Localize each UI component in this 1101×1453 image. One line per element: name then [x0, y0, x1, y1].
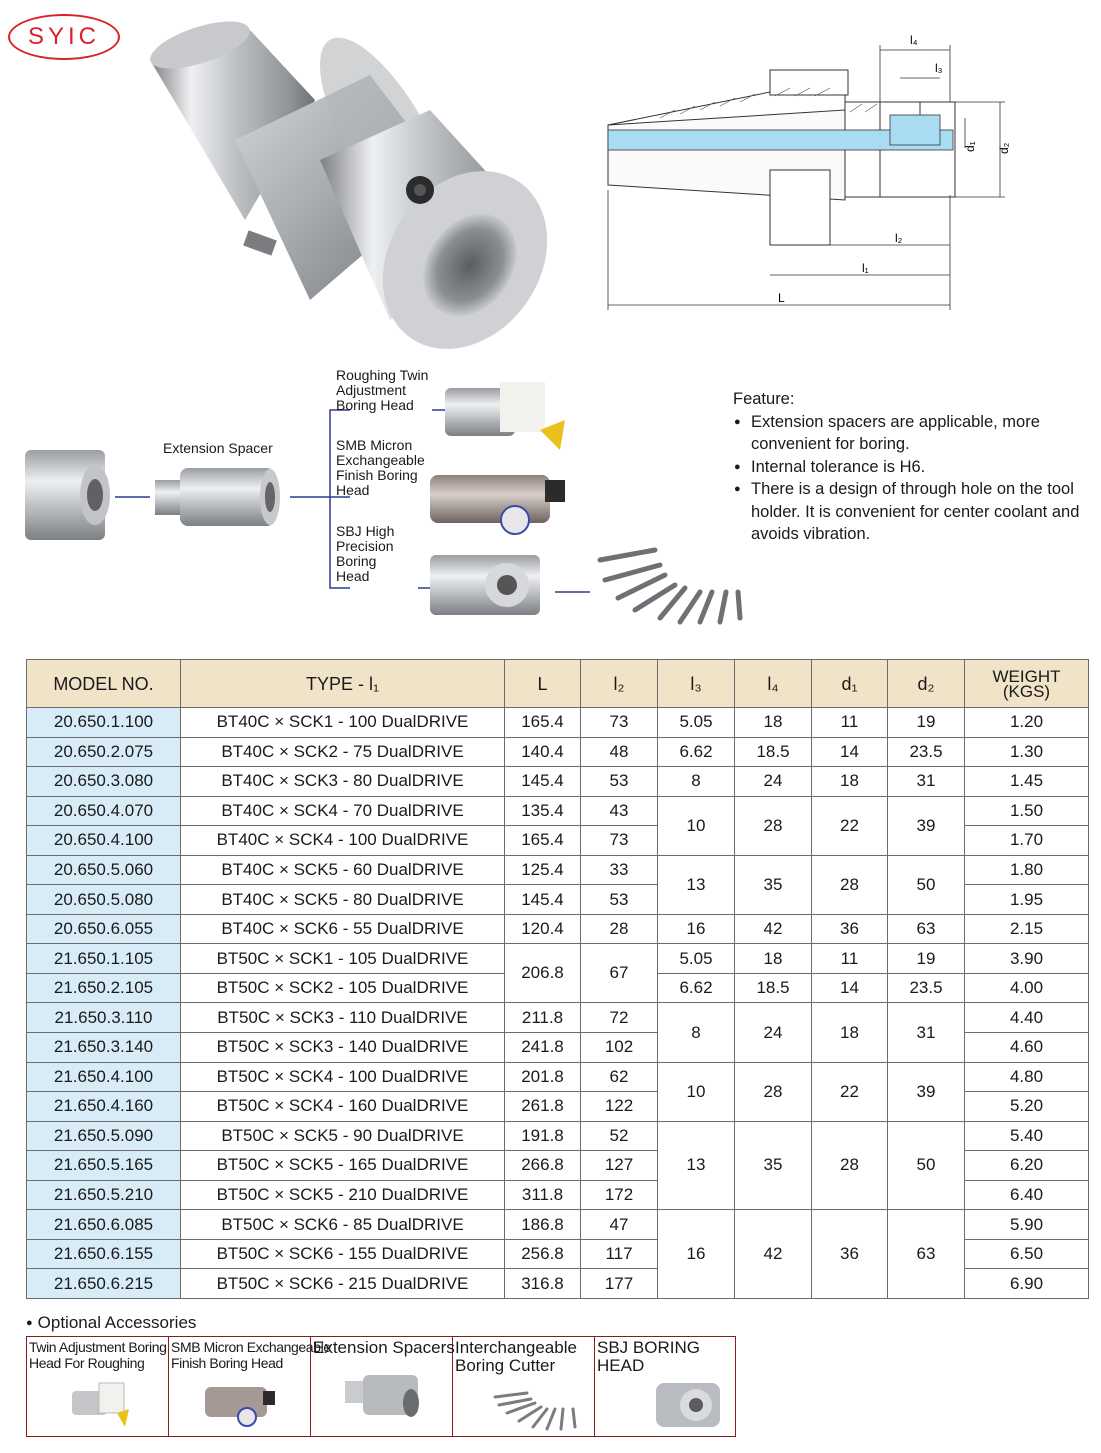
- feature-list: [733, 411, 1093, 546]
- cell-weight: 3.90: [965, 944, 1089, 974]
- cell-weight: 4.60: [965, 1033, 1089, 1063]
- cell-model: 21.650.1.105: [27, 944, 181, 974]
- dim-l3-label: l₃: [935, 61, 943, 75]
- cell-L: 186.8: [505, 1210, 581, 1240]
- cell-model: 21.650.3.110: [27, 1003, 181, 1033]
- cell-l4: 18: [735, 708, 812, 738]
- header-l2: l₂: [581, 660, 658, 708]
- cell-d1: 18: [812, 767, 888, 797]
- table-row: [27, 737, 1089, 767]
- cell-l4: 18: [735, 944, 812, 974]
- cell-l2: 73: [581, 708, 658, 738]
- cell-model: 20.650.2.075: [27, 737, 181, 767]
- cell-weight: 6.50: [965, 1239, 1089, 1269]
- boring-cutter-image: [491, 1389, 587, 1433]
- cell-l4: 24: [735, 1003, 812, 1062]
- cell-model: 20.650.3.080: [27, 767, 181, 797]
- cell-l4: 42: [735, 914, 812, 944]
- cell-L: 206.8: [505, 944, 581, 1003]
- cell-model: 21.650.4.100: [27, 1062, 181, 1092]
- smb-line-4: Head: [336, 482, 370, 498]
- cell-weight: 1.95: [965, 885, 1089, 915]
- cell-L: 211.8: [505, 1003, 581, 1033]
- cell-model: 21.650.6.085: [27, 1210, 181, 1240]
- cell-model: 21.650.2.105: [27, 973, 181, 1003]
- cell-l2: 47: [581, 1210, 658, 1240]
- accessories-title: ● Optional Accessories: [26, 1313, 196, 1333]
- cell-l2: 172: [581, 1180, 658, 1210]
- cell-d2: 50: [888, 855, 965, 914]
- cell-model: 20.650.1.100: [27, 708, 181, 738]
- smb-line-3: Finish Boring: [336, 467, 418, 483]
- cell-l2: 43: [581, 796, 658, 826]
- cell-l3: 6.62: [658, 973, 735, 1003]
- table-row: [27, 1062, 1089, 1092]
- cell-L: 311.8: [505, 1180, 581, 1210]
- cell-type: BT50C × SCK1 - 105 DualDRIVE: [181, 944, 505, 974]
- roughing-head-label: [336, 368, 428, 413]
- cell-d1: 14: [812, 973, 888, 1003]
- cell-d2: 23.5: [888, 973, 965, 1003]
- cell-l2: 53: [581, 885, 658, 915]
- accessory-smb-head: [169, 1337, 331, 1436]
- cell-weight: 1.50: [965, 796, 1089, 826]
- cell-d2: 50: [888, 1121, 965, 1210]
- accessory-label-line-1: Interchangeable: [455, 1338, 577, 1357]
- cell-model: 20.650.5.060: [27, 855, 181, 885]
- roughing-line-1: Roughing Twin: [336, 367, 429, 383]
- cell-model: 21.650.3.140: [27, 1033, 181, 1063]
- cell-weight: 2.15: [965, 914, 1089, 944]
- cell-d2: 31: [888, 767, 965, 797]
- cell-weight: 5.90: [965, 1210, 1089, 1240]
- cell-l2: 53: [581, 767, 658, 797]
- header-weight-line-2: (KGS): [1002, 681, 1051, 701]
- cell-d1: 22: [812, 796, 888, 855]
- cell-l3: 6.62: [658, 737, 735, 767]
- accessory-sbj-head: [595, 1337, 735, 1436]
- cell-L: 120.4: [505, 914, 581, 944]
- cell-l2: 67: [581, 944, 658, 1003]
- cell-L: 316.8: [505, 1269, 581, 1299]
- cell-l2: 72: [581, 1003, 658, 1033]
- cell-d2: 39: [888, 1062, 965, 1121]
- header-l3: l₃: [658, 660, 735, 708]
- cell-type: BT50C × SCK4 - 160 DualDRIVE: [181, 1092, 505, 1122]
- cell-type: BT50C × SCK4 - 100 DualDRIVE: [181, 1062, 505, 1092]
- dim-d2-label: d₂: [997, 142, 1011, 154]
- cell-L: 125.4: [505, 855, 581, 885]
- cell-model: 20.650.5.080: [27, 885, 181, 915]
- cell-d2: 19: [888, 708, 965, 738]
- cell-L: 191.8: [505, 1121, 581, 1151]
- cell-d1: 11: [812, 944, 888, 974]
- accessory-extension-spacers: [311, 1337, 453, 1436]
- cell-l3: 13: [658, 855, 735, 914]
- header-d2: d₂: [888, 660, 965, 708]
- technical-drawing: [600, 30, 1020, 320]
- cell-l4: 35: [735, 1121, 812, 1210]
- extension-spacer-label: Extension Spacer: [163, 440, 273, 456]
- cell-l3: 5.05: [658, 708, 735, 738]
- cell-l3: 10: [658, 796, 735, 855]
- accessory-label-line-1: Extension Spacers: [313, 1338, 455, 1357]
- roughing-line-3: Boring Head: [336, 397, 414, 413]
- cell-L: 140.4: [505, 737, 581, 767]
- cell-l2: 73: [581, 826, 658, 856]
- roughing-line-2: Adjustment: [336, 382, 407, 398]
- cell-type: BT50C × SCK3 - 140 DualDRIVE: [181, 1033, 505, 1063]
- cell-L: 201.8: [505, 1062, 581, 1092]
- accessory-roughing-head: [27, 1337, 169, 1436]
- cell-l4: 24: [735, 767, 812, 797]
- cell-weight: 1.80: [965, 855, 1089, 885]
- header-weight: [965, 660, 1089, 708]
- accessory-label-line-2: Boring Cutter: [455, 1356, 556, 1375]
- cell-l4: 42: [735, 1210, 812, 1299]
- cell-L: 261.8: [505, 1092, 581, 1122]
- cell-d1: 18: [812, 1003, 888, 1062]
- cell-type: BT40C × SCK5 - 80 DualDRIVE: [181, 885, 505, 915]
- cell-l2: 33: [581, 855, 658, 885]
- cell-type: BT50C × SCK5 - 90 DualDRIVE: [181, 1121, 505, 1151]
- cell-d2: 39: [888, 796, 965, 855]
- dim-l4-label: l₄: [910, 33, 918, 47]
- cell-model: 21.650.6.155: [27, 1239, 181, 1269]
- cell-type: BT40C × SCK1 - 100 DualDRIVE: [181, 708, 505, 738]
- cell-type: BT50C × SCK3 - 110 DualDRIVE: [181, 1003, 505, 1033]
- cell-type: BT50C × SCK6 - 155 DualDRIVE: [181, 1239, 505, 1269]
- cell-l3: 10: [658, 1062, 735, 1121]
- cell-l3: 8: [658, 1003, 735, 1062]
- sbj-line-3: Boring: [336, 553, 377, 569]
- feature-section: [733, 388, 1093, 546]
- dim-L-label: L: [778, 291, 785, 305]
- cell-weight: 4.80: [965, 1062, 1089, 1092]
- cell-weight: 5.20: [965, 1092, 1089, 1122]
- header-type: TYPE - l₁: [181, 660, 505, 708]
- cell-l2: 177: [581, 1269, 658, 1299]
- dim-l1-label: l₁: [862, 261, 869, 275]
- cell-type: BT40C × SCK3 - 80 DualDRIVE: [181, 767, 505, 797]
- cell-model: 21.650.4.160: [27, 1092, 181, 1122]
- table-row: [27, 944, 1089, 974]
- cell-weight: 4.00: [965, 973, 1089, 1003]
- sbj-line-4: Head: [336, 568, 370, 584]
- cell-type: BT50C × SCK6 - 85 DualDRIVE: [181, 1210, 505, 1240]
- cell-l2: 127: [581, 1151, 658, 1181]
- brand-logo: [8, 14, 120, 60]
- header-L: L: [505, 660, 581, 708]
- accessory-boring-cutter: [453, 1337, 595, 1436]
- cell-d2: 31: [888, 1003, 965, 1062]
- cell-model: 21.650.5.210: [27, 1180, 181, 1210]
- table-row: [27, 796, 1089, 826]
- table-row: [27, 1121, 1089, 1151]
- cell-d2: 19: [888, 944, 965, 974]
- cell-model: 20.650.6.055: [27, 914, 181, 944]
- cell-d2: 63: [888, 914, 965, 944]
- cell-L: 145.4: [505, 767, 581, 797]
- table-row: [27, 708, 1089, 738]
- cell-weight: 1.70: [965, 826, 1089, 856]
- cell-l4: 18.5: [735, 737, 812, 767]
- cell-weight: 1.20: [965, 708, 1089, 738]
- feature-item: ● Extension spacers are applicable, more convenient for boring.: [733, 411, 1093, 456]
- cell-l3: 13: [658, 1121, 735, 1210]
- smb-head-image: [201, 1375, 281, 1433]
- sbj-head-label: [336, 524, 394, 584]
- cell-weight: 1.30: [965, 737, 1089, 767]
- cell-weight: 1.45: [965, 767, 1089, 797]
- cell-type: BT50C × SCK2 - 105 DualDRIVE: [181, 973, 505, 1003]
- cell-type: BT40C × SCK4 - 100 DualDRIVE: [181, 826, 505, 856]
- accessories-strip: [26, 1336, 736, 1437]
- sbj-head-image: [650, 1373, 730, 1435]
- accessory-label: [455, 1339, 577, 1375]
- cell-weight: 4.40: [965, 1003, 1089, 1033]
- accessory-label-line-2: Head For Roughing: [29, 1355, 145, 1371]
- cell-l4: 28: [735, 1062, 812, 1121]
- header-l4: l₄: [735, 660, 812, 708]
- cell-l3: 16: [658, 914, 735, 944]
- header-d1: d₁: [812, 660, 888, 708]
- cell-l2: 117: [581, 1239, 658, 1269]
- table-row: [27, 767, 1089, 797]
- accessory-label-line-1: SMB Micron Exchangeable: [171, 1339, 331, 1355]
- cell-L: 165.4: [505, 826, 581, 856]
- header-model: MODEL NO.: [27, 660, 181, 708]
- cell-L: 165.4: [505, 708, 581, 738]
- cell-l2: 102: [581, 1033, 658, 1063]
- table-row: [27, 1210, 1089, 1240]
- smb-line-2: Exchangeable: [336, 452, 425, 468]
- accessory-label-line-2: Finish Boring Head: [171, 1355, 283, 1371]
- cell-d1: 22: [812, 1062, 888, 1121]
- table-row: [27, 914, 1089, 944]
- cell-L: 266.8: [505, 1151, 581, 1181]
- logo-text: SYIC: [27, 23, 100, 50]
- cell-model: 21.650.5.090: [27, 1121, 181, 1151]
- accessory-label: [313, 1339, 455, 1357]
- cell-l3: 16: [658, 1210, 735, 1299]
- assembly-diagram: [20, 360, 760, 630]
- accessory-label-line-1: Twin Adjustment Boring: [29, 1339, 167, 1355]
- feature-item: ● Internal tolerance is H6.: [733, 456, 1093, 479]
- cell-weight: 6.40: [965, 1180, 1089, 1210]
- cell-type: BT40C × SCK6 - 55 DualDRIVE: [181, 914, 505, 944]
- cell-L: 145.4: [505, 885, 581, 915]
- cell-weight: 6.20: [965, 1151, 1089, 1181]
- sbj-line-2: Precision: [336, 538, 394, 554]
- accessory-label: [171, 1339, 331, 1371]
- cell-type: BT50C × SCK5 - 165 DualDRIVE: [181, 1151, 505, 1181]
- cell-type: BT50C × SCK6 - 215 DualDRIVE: [181, 1269, 505, 1299]
- cell-L: 241.8: [505, 1033, 581, 1063]
- cell-L: 256.8: [505, 1239, 581, 1269]
- smb-head-label: [336, 438, 425, 498]
- cell-d1: 28: [812, 855, 888, 914]
- smb-line-1: SMB Micron: [336, 437, 413, 453]
- cell-type: BT50C × SCK5 - 210 DualDRIVE: [181, 1180, 505, 1210]
- cell-l2: 52: [581, 1121, 658, 1151]
- spec-table: [26, 659, 1089, 1299]
- cell-l3: 5.05: [658, 944, 735, 974]
- accessory-label-line-2: HEAD: [597, 1356, 645, 1375]
- cell-d2: 63: [888, 1210, 965, 1299]
- cell-type: BT40C × SCK2 - 75 DualDRIVE: [181, 737, 505, 767]
- cell-d1: 36: [812, 1210, 888, 1299]
- cell-l4: 28: [735, 796, 812, 855]
- cell-d1: 28: [812, 1121, 888, 1210]
- feature-title: Feature:: [733, 390, 795, 408]
- header-weight-line-1: WEIGHT: [992, 666, 1061, 686]
- cell-L: 135.4: [505, 796, 581, 826]
- extension-spacer-image: [341, 1369, 426, 1431]
- cell-l2: 62: [581, 1062, 658, 1092]
- table-row: [27, 1003, 1089, 1033]
- roughing-head-image: [67, 1373, 137, 1433]
- accessory-label: [29, 1339, 167, 1371]
- table-header-row: [27, 660, 1089, 708]
- cell-model: 21.650.6.215: [27, 1269, 181, 1299]
- cell-l2: 48: [581, 737, 658, 767]
- tool-holder-photo: [130, 20, 550, 350]
- accessory-label: [597, 1339, 700, 1375]
- cell-l2: 28: [581, 914, 658, 944]
- cell-d1: 36: [812, 914, 888, 944]
- cell-model: 20.650.4.070: [27, 796, 181, 826]
- cell-d2: 23.5: [888, 737, 965, 767]
- accessory-label-line-1: SBJ BORING: [597, 1338, 700, 1357]
- table-row: [27, 855, 1089, 885]
- cell-type: BT40C × SCK4 - 70 DualDRIVE: [181, 796, 505, 826]
- cell-l2: 122: [581, 1092, 658, 1122]
- cell-d1: 11: [812, 708, 888, 738]
- cell-l3: 8: [658, 767, 735, 797]
- cell-type: BT40C × SCK5 - 60 DualDRIVE: [181, 855, 505, 885]
- cell-model: 20.650.4.100: [27, 826, 181, 856]
- cell-d1: 14: [812, 737, 888, 767]
- dim-d1-label: d₁: [963, 141, 977, 152]
- cell-weight: 6.90: [965, 1269, 1089, 1299]
- dim-l2-label: l₂: [895, 231, 903, 245]
- feature-item: ● There is a design of through hole on the tool holder. It is convenient for center coolant and avoids vibration.: [733, 478, 1093, 546]
- sbj-line-1: SBJ High: [336, 523, 395, 539]
- cell-l4: 18.5: [735, 973, 812, 1003]
- cell-l4: 35: [735, 855, 812, 914]
- cell-model: 21.650.5.165: [27, 1151, 181, 1181]
- cell-weight: 5.40: [965, 1121, 1089, 1151]
